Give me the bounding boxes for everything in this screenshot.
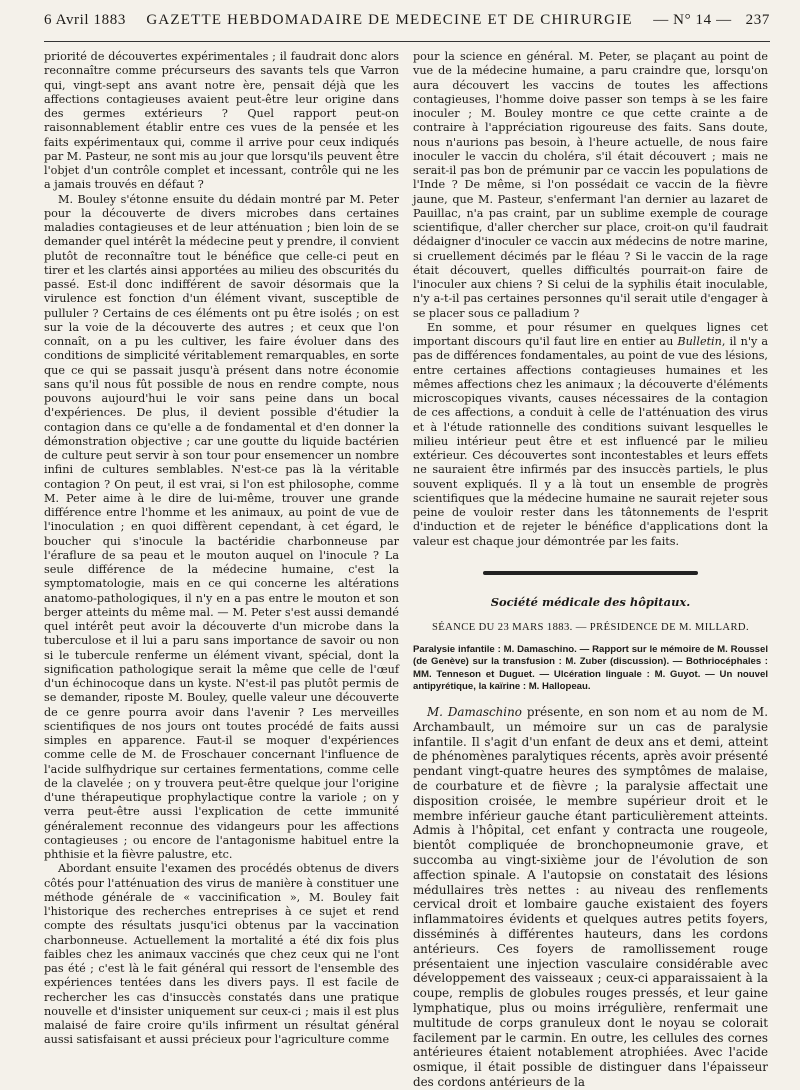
text-columns bbox=[44, 50, 770, 1090]
paragraph: pour la science en général. M. Peter, se plaçant au point de vue de la médecine humaine, a paru craindre que, lorsqu'on aura découvert les vaccins de toutes les affections contagieuses, l'homme doive passer son temps à se les faire inoculer ; M. Bouley montre ce que cette crainte a de contraire à l'appréciation rigoureuse des faits. Sans doute, nous n'aurions pas besoin, à l'heure actuelle, de nous faire inoculer le vaccin du choléra, s'il était découvert ; mais ne serait-il pas bon de prémunir par ce vaccin les populations de l'Inde ? De même, si l'on possédait ce vaccin de la fièvre jaune, que M. Pasteur, s'enfermant l'an dernier au lazaret de Pauillac, n'a pas craint, par un sublime exemple de courage scientifique, d'aller chercher sur place, croit-on qu'il faudrait dédaigner d'inoculer ce vaccin aux médecins de notre marine, si cruellement décimés par le fléau ? Si le vaccin de la rage était découvert, quelles difficultés pourrait-on faire de l'inoculer aux chiens ? Si celui de la syphilis était inoculable, n'y a-t-il pas certaines personnes qu'il serait utile d'engager à se placer sous ce palladium ? bbox=[413, 50, 768, 320]
right-column bbox=[413, 50, 768, 1090]
paragraph: priorité de découvertes expérimentales ; il faudrait donc alors reconnaître comme précurseurs des savants tels que Varron qui, vingt-sept ans avant notre ère, pensait déjà que les affections contagieuses avaient peut-être leur origine dans des germes extérieurs ? Quel rapport peut-on raisonnablement établir entre ces vues de la pensée et les faits expérimentaux qui, comme il arrive pour ceux indiqués par M. Pasteur, ne sont mis au jour que lorsqu'ils peuvent être l'objet d'un contrôle complet et incessant, contrôle qui ne les a jamais trouvés en défaut ? bbox=[44, 50, 399, 192]
bulletin-reference: Bulletin bbox=[677, 335, 722, 348]
page-number: 237 bbox=[745, 12, 770, 28]
header-rule bbox=[44, 41, 770, 42]
section-divider bbox=[483, 571, 698, 575]
journal-title: GAZETTE HEBDOMADAIRE DE MEDECINE ET DE CHIRURGIE bbox=[146, 12, 633, 28]
seance-line: SÉANCE DU 23 MARS 1883. — PRÉSIDENCE DE M. MILLARD. bbox=[431, 622, 750, 633]
report-paragraph: M. Damaschino présente, en son nom et au nom de M. Archambault, un mémoire sur un cas de paralysie infantile. Il s'agit d'un enfant de deux ans et demi, atteint de phénomènes paralytiques récents, après avoir présenté pendant vingt-quatre heures des symptômes de malaise, de courbature et de fièvre ; la paralysie affectait une disposition croisée, le membre supérieur droit et le membre inférieur gauche étant particulièrement atteints. Admis à l'hôpital, cet enfant y contracta une rougeole, bientôt compliquée de bronchopneumonie grave, et succomba au vingt-sixième jour de l'évolution de son affection spinale. A l'autopsie on constatait des lésions médullaires très nettes : au niveau des renflements cervical droit et lombaire gauche existaient des foyers inflammatoires évidents et quelques autres petits foyers, disséminés à différentes hauteurs, dans les cordons antérieurs. Ces foyers de ramollissement rouge présentaient une injection vasculaire considérable avec développement des vaisseaux ; ceux-ci apparaissaient à la coupe, remplis de globules rouges pressés, et leur gaine lymphatique, plus ou moins irrégulière, renfermait une multitude de corps granuleux dont le noyau se colorait facilement par le carmin. En outre, les cellules des cornes antérieures étaient notablement atrophiées. Avec l'acide osmique, il était possible de distinguer dans l'épaisseur des cordons antérieurs de la bbox=[413, 705, 768, 1089]
speaker-name: M. Damaschino bbox=[427, 705, 522, 720]
issue-number: — N° 14 — bbox=[653, 12, 732, 28]
page-header bbox=[44, 12, 770, 38]
paragraph: M. Bouley s'étonne ensuite du dédain montré par M. Peter pour la découverte de divers microbes dans certaines maladies contagieuses et de leur atténuation ; bien loin de se demander quel intérêt la médecine peut y prendre, il convient plutôt de reconnaître tout le bénéfice que celle-ci peut en tirer et les clartés ainsi apportées au milieu des obscurités du passé. Est-il donc indifférent de savoir désormais que la virulence est fonction d'un élément vivant, susceptible de pulluler ? Certains de ces éléments ont pu être isolés ; on est sur la voie de la découverte des autres ; et ceux que l'on connaît, on a pu les cultiver, les faire évoluer dans des conditions de simplicité véritablement remarquables, en sorte que ce qui se passait jusqu'à présent dans notre économie sans qu'il nous fût possible de nous en rendre compte, nous pouvons aujourd'hui le voir sans peine dans un bocal d'expériences. De plus, il devient possible d'étudier la contagion dans ce qu'elle a de fondamental et d'en donner la démonstration objective ; car une goutte du liquide bactérien de culture peut servir à son tour pour ensemencer un nombre infini de cultures semblables. N'est-ce pas là la véritable contagion ? On peut, il est vrai, si l'on est philosophe, comme M. Peter aime à le dire de lui-même, trouver une grande différence entre l'homme et les animaux, au point de vue de l'inoculation ; en quoi diffèrent cependant, à cet égard, le boucher qui s'inocule la bactéridie charbonneuse par l'éraflure de sa peau et le mouton auquel on l'inocule ? La seule différence de la médecine humaine, c'est la symptomatologie, mais en ce qui concerne les altérations anatomo-pathologiques, il n'y en a pas entre le mouton et son berger atteints du même mal. — M. Peter s'est aussi demandé quel intérêt peut avoir la découverte d'un microbe dans la tuberculose et il lui a paru sans importance de savoir ou non si le tubercule renferme un élément vivant, spécial, dont la signification pathologique serait la même que celle de l'œuf d'un échinocoque dans un kyste. N'est-il pas plutôt permis de se demander, riposte M. Bouley, quelle valeur une découverte de ce genre pourra avoir dans l'avenir ? Les merveilles scientifiques de nos jours ont toutes procédé de faits aussi simples en apparence. Faut-il se moquer d'expériences comme celle de M. de Froschauer concernant l'influence de l'acide sulfhydrique sur certaines fermentations, comme celle de la clavelée ; on y trouvera peut-être quelque jour l'origine d'une thérapeutique prophylactique contre la variole ; on y verra peut-être aussi l'explication de cette immunité généralement reconnue des vidangeurs pour les affections contagieuses ; ou encore de l'antagonisme habituel entre la phthisie et la fièvre palustre, etc. bbox=[44, 192, 399, 861]
session-summary: Paralysie infantile : M. Damaschino. — Rapport sur le mémoire de M. Roussel (de Genève) sur la transfusion : M. Zuber (discussion). — Bothriocéphales : MM. Tenneson et Duguet. — Ulcération linguale : M. Guyot. — Un nouvel antipyrétique, la kaïrine : M. Hallopeau. bbox=[413, 644, 768, 692]
issue-date: 6 Avril 1883 bbox=[44, 12, 126, 28]
left-column bbox=[44, 50, 399, 1090]
paragraph: Abordant ensuite l'examen des procédés obtenus de divers côtés pour l'atténuation des virus de manière à constituer une méthode générale de « vaccinification », M. Bouley fait l'historique des recherches entreprises à ce sujet et rend compte des résultats jusqu'ici obtenus par la vaccination charbonneuse. Actuellement la mortalité a été dix fois plus faibles chez les animaux vaccinés que chez ceux qui ne l'ont pas été ; c'est là le fait général qui ressort de l'ensemble des expériences tentées dans les divers pays. Il est facile de rechercher les cas d'insuccès constatés dans une pratique nouvelle et d'insister uniquement sur ceux-ci ; mais il est plus malaisé de faire croire qu'ils infirment un résultat général aussi satisfaisant et aussi précieux pour l'agriculture comme bbox=[44, 862, 399, 1047]
society-title: Société médicale des hôpitaux. bbox=[490, 594, 691, 609]
summary-paragraph: En somme, et pour résumer en quelques lignes cet important discours qu'il faut lire en entier au Bulletin, il n'y a pas de différences fondamentales, au point de vue des lésions, entre certaines affections contagieuses humaines et les mêmes affections chez les animaux ; la découverte d'éléments microscopiques vivants, causes nécessaires de la contagion de ces affections, a conduit à celle de l'atténuation des virus et à l'étude rationnelle des conditions suivant lesquelles le milieu intérieur peut être et est influencé par le milieu extérieur. Ces découvertes sont incontestables et leurs effets ne sauraient être infirmés par des insuccès partiels, le plus souvent expliqués. Il y a là tout un ensemble de progrès scientifiques que la médecine humaine ne saurait rejeter sous peine de vouloir rester dans les tâtonnements de l'esprit d'induction et de rejeter le bénéfice d'applications dont la valeur est chaque jour démontrée par les faits. bbox=[413, 320, 769, 548]
